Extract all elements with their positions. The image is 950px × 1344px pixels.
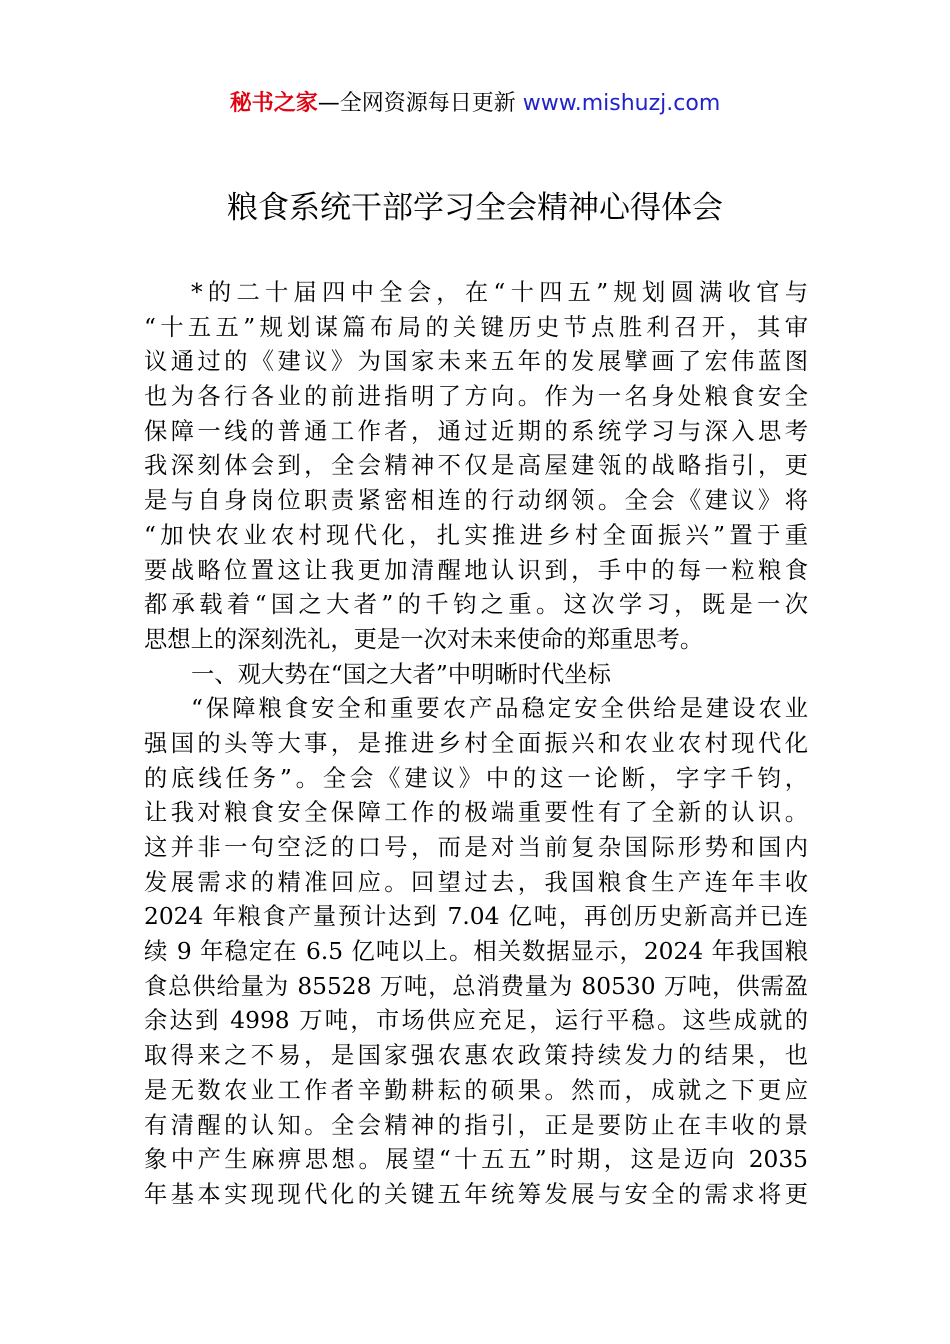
- paragraph-line: 议通过的《建议》为国家未来五年的发展擘画了宏伟蓝图: [144, 348, 808, 376]
- document-title: 粮食系统干部学习全会精神心得体会: [227, 190, 723, 226]
- paragraph-line: 保障一线的普通工作者，通过近期的系统学习与深入思考: [144, 417, 808, 445]
- paragraph-line: 余达到 4998 万吨，市场供应充足，运行平稳。这些成就的: [144, 1007, 808, 1035]
- paragraph-line: 有清醒的认知。全会精神的指引，正是要防止在丰收的景: [144, 1111, 808, 1139]
- paragraph-line: 都承载着“国之大者”的千钧之重。这次学习，既是一次: [144, 591, 808, 619]
- paragraph-line: 思想上的深刻洗礼，更是一次对未来使命的郑重思考。: [144, 625, 704, 653]
- paragraph-line: 发展需求的精准回应。回望过去，我国粮食生产连年丰收: [144, 868, 808, 896]
- paragraph-line: 取得来之不易，是国家强农惠农政策持续发力的结果，也: [144, 1042, 808, 1070]
- paragraph-line: 2024 年粮食产量预计达到 7.04 亿吨，再创历史新高并已连: [144, 903, 808, 931]
- paragraph-line: “保障粮食安全和重要农产品稳定安全供给是建设农业: [191, 695, 808, 723]
- paragraph-line: 让我对粮食安全保障工作的极端重要性有了全新的认识。: [144, 799, 808, 827]
- paragraph-line: “加快农业农村现代化，扎实推进乡村全面振兴”置于重: [144, 521, 808, 549]
- paragraph-line: 也为各行各业的前进指明了方向。作为一名身处粮食安全: [144, 383, 808, 411]
- paragraph-line: 续 9 年稳定在 6.5 亿吨以上。相关数据显示，2024 年我国粮: [144, 938, 808, 966]
- paragraph-line: 是无数农业工作者辛勤耕耘的硕果。然而，成就之下更应: [144, 1076, 808, 1104]
- brand-name: 秘书之家: [229, 91, 318, 116]
- site-header: [0, 88, 950, 120]
- paragraph-line: 我深刻体会到，全会精神不仅是高屋建瓴的战略指引，更: [144, 452, 808, 480]
- paragraph-line: 象中产生麻痹思想。展望“十五五”时期，这是迈向 2035: [144, 1146, 808, 1174]
- paragraph-line: 食总供给量为 85528 万吨，总消费量为 80530 万吨，供需盈: [144, 972, 808, 1000]
- paragraph-line: 年基本实现现代化的关键五年统筹发展与安全的需求将更: [144, 1180, 808, 1208]
- paragraph-line: 这并非一句空泛的口号，而是对当前复杂国际形势和国内: [144, 834, 808, 861]
- section-heading: 一、观大势在“国之大者”中明晰时代坐标: [191, 660, 611, 688]
- header-tagline: —全网资源每日更新: [317, 91, 523, 116]
- paragraph-line: 的底线任务”。全会《建议》中的这一论断，字字千钧，: [144, 764, 808, 792]
- paragraph-line: “十五五”规划谋篇布局的关键历史节点胜利召开，其审: [144, 313, 808, 341]
- site-url-link[interactable]: www.mishuzj.com: [522, 91, 721, 116]
- paragraph-line: 要战略位置这让我更加清醒地认识到，手中的每一粒粮食: [144, 556, 808, 584]
- paragraph-line: 是与自身岗位职责紧密相连的行动纲领。全会《建议》将: [144, 487, 808, 515]
- document-body: [144, 276, 808, 1213]
- paragraph-line: *的二十届四中全会，在“十四五”规划圆满收官与: [191, 279, 808, 306]
- paragraph-line: 强国的头等大事，是推进乡村全面振兴和农业农村现代化: [144, 729, 808, 757]
